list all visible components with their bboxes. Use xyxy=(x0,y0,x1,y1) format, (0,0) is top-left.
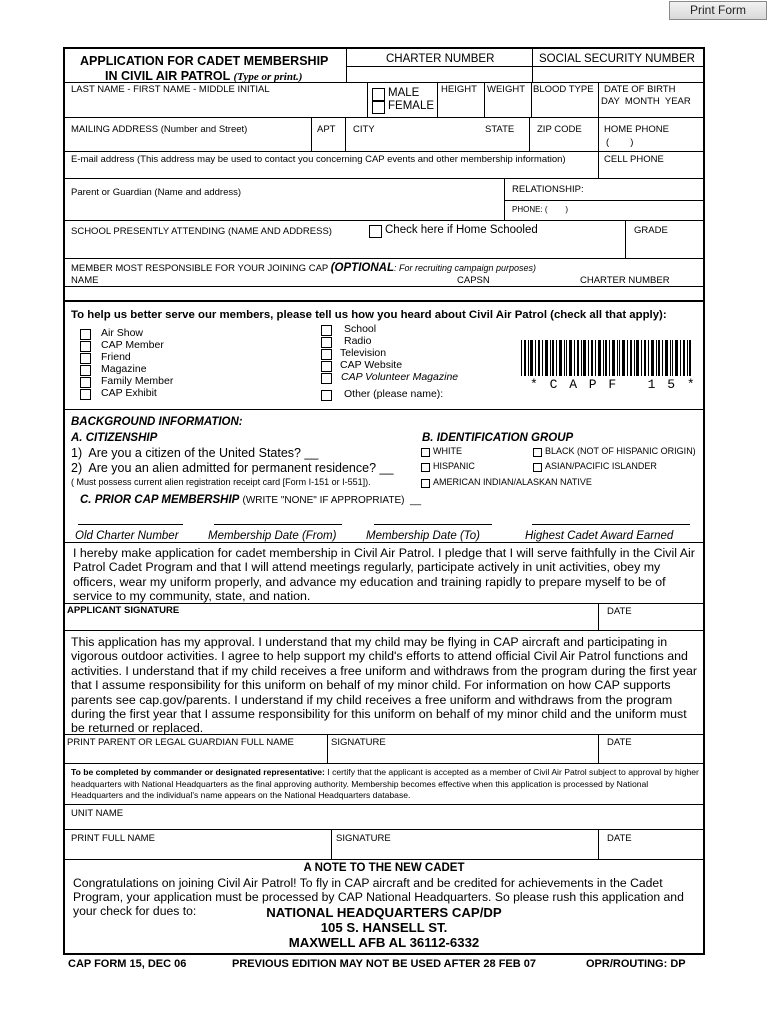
television-label: Television xyxy=(340,347,387,359)
dob-label: DATE OF BIRTH xyxy=(604,84,676,95)
cap-member-label: CAP Member xyxy=(101,339,164,351)
cap-exhibit-checkbox[interactable] xyxy=(80,389,91,400)
guardian-signature-label: SIGNATURE xyxy=(331,737,386,748)
magazine-label: Magazine xyxy=(101,363,147,375)
ssn-label: SOCIAL SECURITY NUMBER xyxy=(539,53,695,65)
magazine-checkbox[interactable] xyxy=(80,365,91,376)
commander-date-label: DATE xyxy=(607,833,632,844)
family-member-label: Family Member xyxy=(101,375,174,387)
mailing-address-label: MAILING ADDRESS (Number and Street) xyxy=(71,124,248,135)
alien-question: 2) Are you an alien admitted for permanent residence? __ xyxy=(71,461,394,475)
hq-address-line3: MAXWELL AFB AL 36112-6332 xyxy=(288,935,480,950)
hq-address-line2: 105 S. HANSELL ST. xyxy=(320,920,448,935)
applicant-date-label: DATE xyxy=(607,606,632,617)
highest-award-label: Highest Cadet Award Earned xyxy=(525,530,674,542)
note-title: A NOTE TO THE NEW CADET xyxy=(303,862,465,874)
asian-checkbox[interactable] xyxy=(533,463,542,472)
commander-name-label: PRINT FULL NAME xyxy=(71,833,155,844)
homeschool-label: Check here if Home Schooled xyxy=(385,224,538,236)
form-title-line2: IN CIVIL AIR PATROL (Type or print.) xyxy=(105,69,303,83)
relationship-label: RELATIONSHIP: xyxy=(512,184,584,195)
state-label: STATE xyxy=(485,124,515,135)
male-label: MALE xyxy=(388,87,420,99)
parent-approval-text: This application has my approval. I understand that my child may be flying in CAP aircraft and participating in vigorous outdoor activities. I agree to help support my child's efforts to attend official Civil Air Patrol functions and activities. I understand that if my child receives a free uniform and withdraws from the program during the first year that I assume responsibility for this uniform on behalf of my minor child. For information on how CAP supports parents see cap.gov/parents. I understand if my child receives a free uniform and withdraws from the program during the first year that I assume responsibility for this uniform on behalf of my minor child and the uniform must be returned or replaced. xyxy=(71,635,697,736)
citizenship-title: A. CITIZENSHIP xyxy=(71,432,158,444)
other-checkbox[interactable] xyxy=(321,390,332,401)
city-label: CITY xyxy=(353,124,375,135)
form-number: CAP FORM 15, DEC 06 xyxy=(68,958,187,970)
asian-label: ASIAN/PACIFIC ISLANDER xyxy=(545,461,657,471)
other-label: Other (please name): xyxy=(344,388,444,400)
male-checkbox[interactable] xyxy=(372,88,385,101)
cap-volunteer-magazine-checkbox[interactable] xyxy=(321,373,332,384)
white-checkbox[interactable] xyxy=(421,448,430,457)
membership-from-label: Membership Date (From) xyxy=(208,530,337,542)
television-checkbox[interactable] xyxy=(321,349,332,360)
air-show-label: Air Show xyxy=(101,327,144,339)
height-label: HEIGHT xyxy=(441,84,477,95)
print-form-button[interactable]: Print Form xyxy=(669,1,767,20)
zip-label: ZIP CODE xyxy=(537,124,582,135)
home-phone-parens: ( ) xyxy=(606,137,634,148)
cap-exhibit-label: CAP Exhibit xyxy=(101,387,157,399)
hq-address-line1: NATIONAL HEADQUARTERS CAP/DP xyxy=(266,905,502,920)
member-responsible-label: MEMBER MOST RESPONSIBLE FOR YOUR JOINING CAP (OPTIONAL: For recruiting campaign purposes) xyxy=(71,262,537,274)
optional-note: : For recruiting campaign purposes) xyxy=(393,263,537,273)
email-label: E-mail address (This address may be used to contact you concerning CAP events and other membership information) xyxy=(71,154,566,165)
friend-checkbox[interactable] xyxy=(80,353,91,364)
cadet-pledge: I hereby make application for cadet membership in Civil Air Patrol. I pledge that I will serve faithfully in the Civil Air Patrol Cadet Program and that I will attend meetings regularly, participate actively in unit activities, obey my officers, wear my uniform properly, and advance my education and training rapidly to prepare myself to be of service to my community, state, and nation. xyxy=(73,546,695,604)
grade-label: GRADE xyxy=(634,225,668,236)
friend-label: Friend xyxy=(101,351,131,363)
charter-number-label: CHARTER NUMBER xyxy=(386,53,495,65)
cap-website-label: CAP Website xyxy=(340,359,403,371)
alien-note: ( Must possess current alien registration receipt card [Form I-151 or I-551]). xyxy=(71,477,371,487)
radio-label: Radio xyxy=(344,335,372,347)
dob-parts-label: DAY MONTH YEAR xyxy=(601,96,691,107)
form-barcode xyxy=(521,340,691,376)
commander-signature-label: SIGNATURE xyxy=(336,833,391,844)
form-title-line1: APPLICATION FOR CADET MEMBERSHIP xyxy=(80,54,329,68)
background-title: BACKGROUND INFORMATION: xyxy=(71,416,243,428)
barcode-text: * C A P F 1 5 * xyxy=(530,377,697,392)
female-checkbox[interactable] xyxy=(372,101,385,114)
school-checkbox[interactable] xyxy=(321,325,332,336)
black-label: BLACK (NOT OF HISPANIC ORIGIN) xyxy=(545,446,696,456)
edition-notice: PREVIOUS EDITION MAY NOT BE USED AFTER 28 FEB 07 xyxy=(232,958,536,970)
radio-checkbox[interactable] xyxy=(321,337,332,348)
school-source-label: School xyxy=(344,323,377,335)
full-name-label: LAST NAME - FIRST NAME - MIDDLE INITIAL xyxy=(71,84,270,95)
cap-member-checkbox[interactable] xyxy=(80,341,91,352)
black-checkbox[interactable] xyxy=(533,448,542,457)
school-label: SCHOOL PRESENTLY ATTENDING (NAME AND ADDRESS) xyxy=(71,226,332,237)
identification-title: B. IDENTIFICATION GROUP xyxy=(422,432,574,444)
parent-guardian-label: Parent or Guardian (Name and address) xyxy=(71,187,242,198)
membership-to-label: Membership Date (To) xyxy=(366,530,480,542)
form-title-note: (Type or print.) xyxy=(233,71,303,83)
guardian-phone-label: PHONE: ( ) xyxy=(512,205,569,214)
old-charter-label: Old Charter Number xyxy=(75,530,179,542)
blood-type-label: BLOOD TYPE xyxy=(533,84,594,95)
commander-text: I certify that the applicant is accepted as a member of Civil Air Patrol subject to approval by higher headquarters with National Headquarters as the final approving authority. Membership becomes effective when this application is processed by National Headquarters and the individual's name appears on the National Headquarters database. xyxy=(71,767,699,800)
note-text: Congratulations on joining Civil Air Patrol! To fly in CAP aircraft and be credited for achievements in the Cadet Program, your application must be processed by CAP National Headquarters. So please rush this application and your check for dues to: xyxy=(73,876,684,919)
weight-label: WEIGHT xyxy=(487,84,525,95)
hispanic-checkbox[interactable] xyxy=(421,463,430,472)
prior-membership-title: C. PRIOR CAP MEMBERSHIP xyxy=(80,494,240,506)
guardian-date-label: DATE xyxy=(607,737,632,748)
applicant-signature-label: APPLICANT SIGNATURE xyxy=(67,605,180,616)
apt-label: APT xyxy=(317,124,336,135)
native-label: AMERICAN INDIAN/ALASKAN NATIVE xyxy=(433,477,592,487)
prior-membership-line xyxy=(80,494,421,507)
prior-membership-note: (WRITE "NONE" IF APPROPRIATE) __ xyxy=(242,495,422,506)
cell-phone-label: CELL PHONE xyxy=(604,154,664,165)
hispanic-label: HISPANIC xyxy=(433,461,475,471)
opr-routing: OPR/ROUTING: DP xyxy=(586,958,686,970)
cap-website-checkbox[interactable] xyxy=(321,361,332,372)
female-label: FEMALE xyxy=(388,100,435,112)
unit-name-label: UNIT NAME xyxy=(71,808,124,819)
guardian-name-label: PRINT PARENT OR LEGAL GUARDIAN FULL NAME xyxy=(67,737,294,748)
member-capsn-label: CAPSN xyxy=(457,275,490,286)
optional-label: (OPTIONAL xyxy=(330,262,394,274)
member-name-label: NAME xyxy=(71,275,99,286)
commander-lead: To be completed by commander or designated representative: xyxy=(71,767,325,777)
white-label: WHITE xyxy=(433,446,462,456)
citizen-question: 1) Are you a citizen of the United States? __ xyxy=(71,446,319,460)
heard-about-title: To help us better serve our members, please tell us how you heard about Civil Air Patrol (check all that apply): xyxy=(71,309,667,321)
family-member-checkbox[interactable] xyxy=(80,377,91,388)
homeschool-checkbox[interactable] xyxy=(369,225,382,238)
commander-certification xyxy=(71,767,701,802)
member-charter-label: CHARTER NUMBER xyxy=(580,275,670,286)
air-show-checkbox[interactable] xyxy=(80,329,91,340)
cap-volunteer-magazine-label: CAP Volunteer Magazine xyxy=(341,371,459,383)
home-phone-label: HOME PHONE xyxy=(604,124,669,135)
native-checkbox[interactable] xyxy=(421,479,430,488)
